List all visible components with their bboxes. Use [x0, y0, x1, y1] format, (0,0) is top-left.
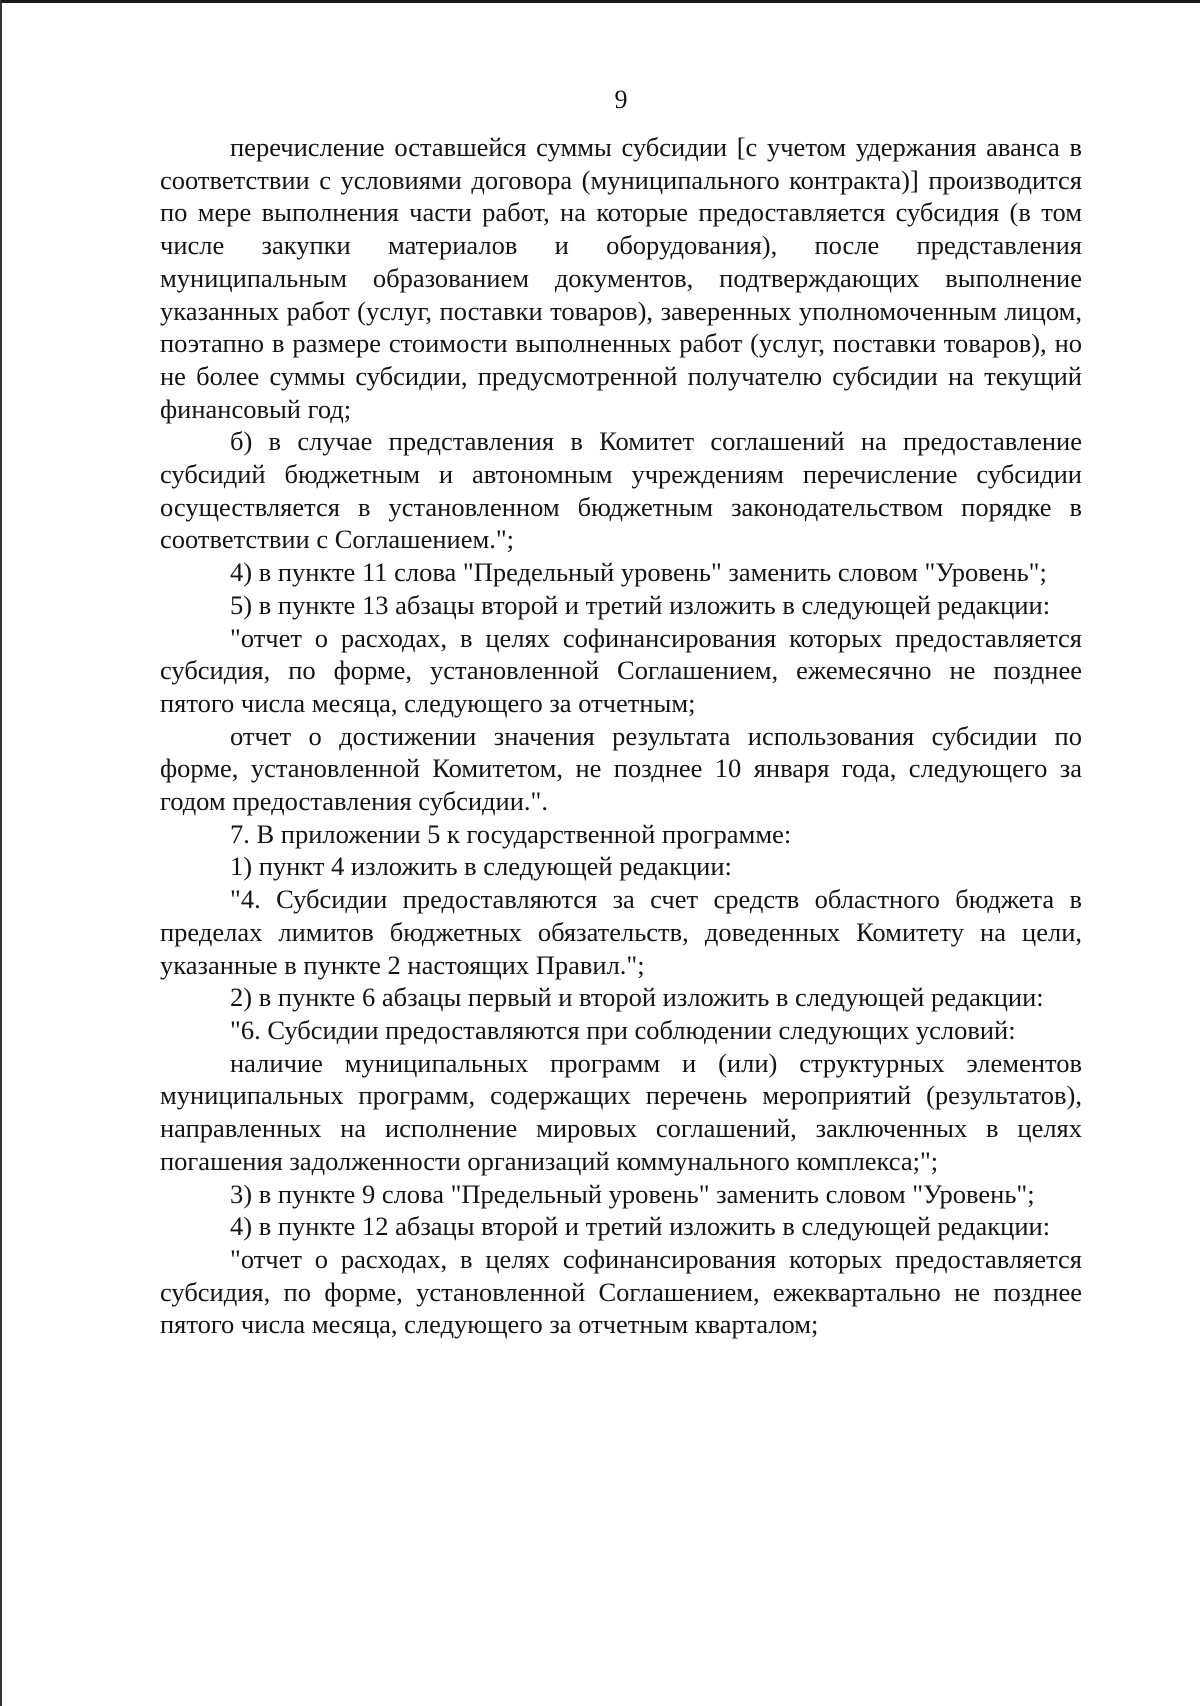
document-body: [160, 131, 1082, 1341]
paragraph-item-1-point-4: 1) пункт 4 изложить в следующей редакции:: [230, 851, 732, 882]
paragraph-point-4-text: "4. Субсидии предоставляются за счет средств областного бюджета в пределах лимитов бюджетных обязательств, доведенных Комитету на цели, указанные в пункте 2 настоящих Правил.";: [160, 884, 1082, 980]
page-number: 9: [614, 85, 628, 114]
paragraph-result-report: отчет о достижении значения результата использования субсидии по форме, установленной Комитетом, не позднее 10 января года, следующего за годом предоставления субсидии.".: [160, 720, 1082, 817]
paragraph-item-5-point-13: 5) в пункте 13 абзацы второй и третий изложить в следующей редакции:: [230, 589, 1051, 620]
paragraph-item-2-point-6: 2) в пункте 6 абзацы первый и второй изложить в следующей редакции:: [230, 982, 1044, 1013]
paragraph-point-6-text: "6. Субсидии предоставляются при соблюдении следующих условий:: [230, 1014, 1016, 1045]
paragraph-item-4-point-11: 4) в пункте 11 слова "Предельный уровень" заменить словом "Уровень";: [230, 557, 1047, 588]
paragraph-municipal-programs: наличие муниципальных программ и (или) структурных элементов муниципальных программ, содержащих перечень мероприятий (результатов), направленных на исполнение мировых соглашений, заключенных в целях погашения задолженности организаций коммунального комплекса;";: [160, 1047, 1082, 1176]
paragraph-expense-report-quarterly: "отчет о расходах, в целях софинансирования которых предоставляется субсидия, по форме, установленной Соглашением, ежеквартально не позднее пятого числа месяца, следующего за отчетным кварталом;: [160, 1243, 1082, 1340]
document-page: [160, 0, 1082, 1706]
paragraph-item-b: б) в случае представления в Комитет соглашений на предоставление субсидий бюджетным и автономным учреждениям перечисление субсидии осуществляется в установленном бюджетным законодательством порядке в соответствии с Соглашением.";: [160, 426, 1082, 555]
scan-edge-left: [0, 0, 2, 1706]
paragraph-item-4-point-12: 4) в пункте 12 абзацы второй и третий изложить в следующей редакции:: [230, 1211, 1051, 1242]
paragraph-transfer-remaining-subsidy: перечисление оставшейся суммы субсидии [с учетом удержания аванса в соответствии с условиями договора (муниципального контракта)] производится по мере выполнения части работ, на которые предоставляется субсидия (в том числе закупки материалов и оборудования), после представления муниципальным образованием документов, подтверждающих выполнение указанных работ (услуг, поставки товаров), заверенных уполномоченным лицом, поэтапно в размере стоимости выполненных работ (услуг, поставки товаров), но не более суммы субсидии, предусмотренной получателю субсидии на текущий финансовый год;: [160, 132, 1082, 424]
paragraph-expense-report-monthly: "отчет о расходах, в целях софинансирования которых предоставляется субсидия, по форме, установленной Соглашением, ежемесячно не позднее пятого числа месяца, следующего за отчетным;: [160, 622, 1082, 718]
paragraph-item-3-point-9: 3) в пункте 9 слова "Предельный уровень" заменить словом "Уровень";: [230, 1178, 1035, 1209]
paragraph-section-7: 7. В приложении 5 к государственной программе:: [230, 818, 792, 849]
